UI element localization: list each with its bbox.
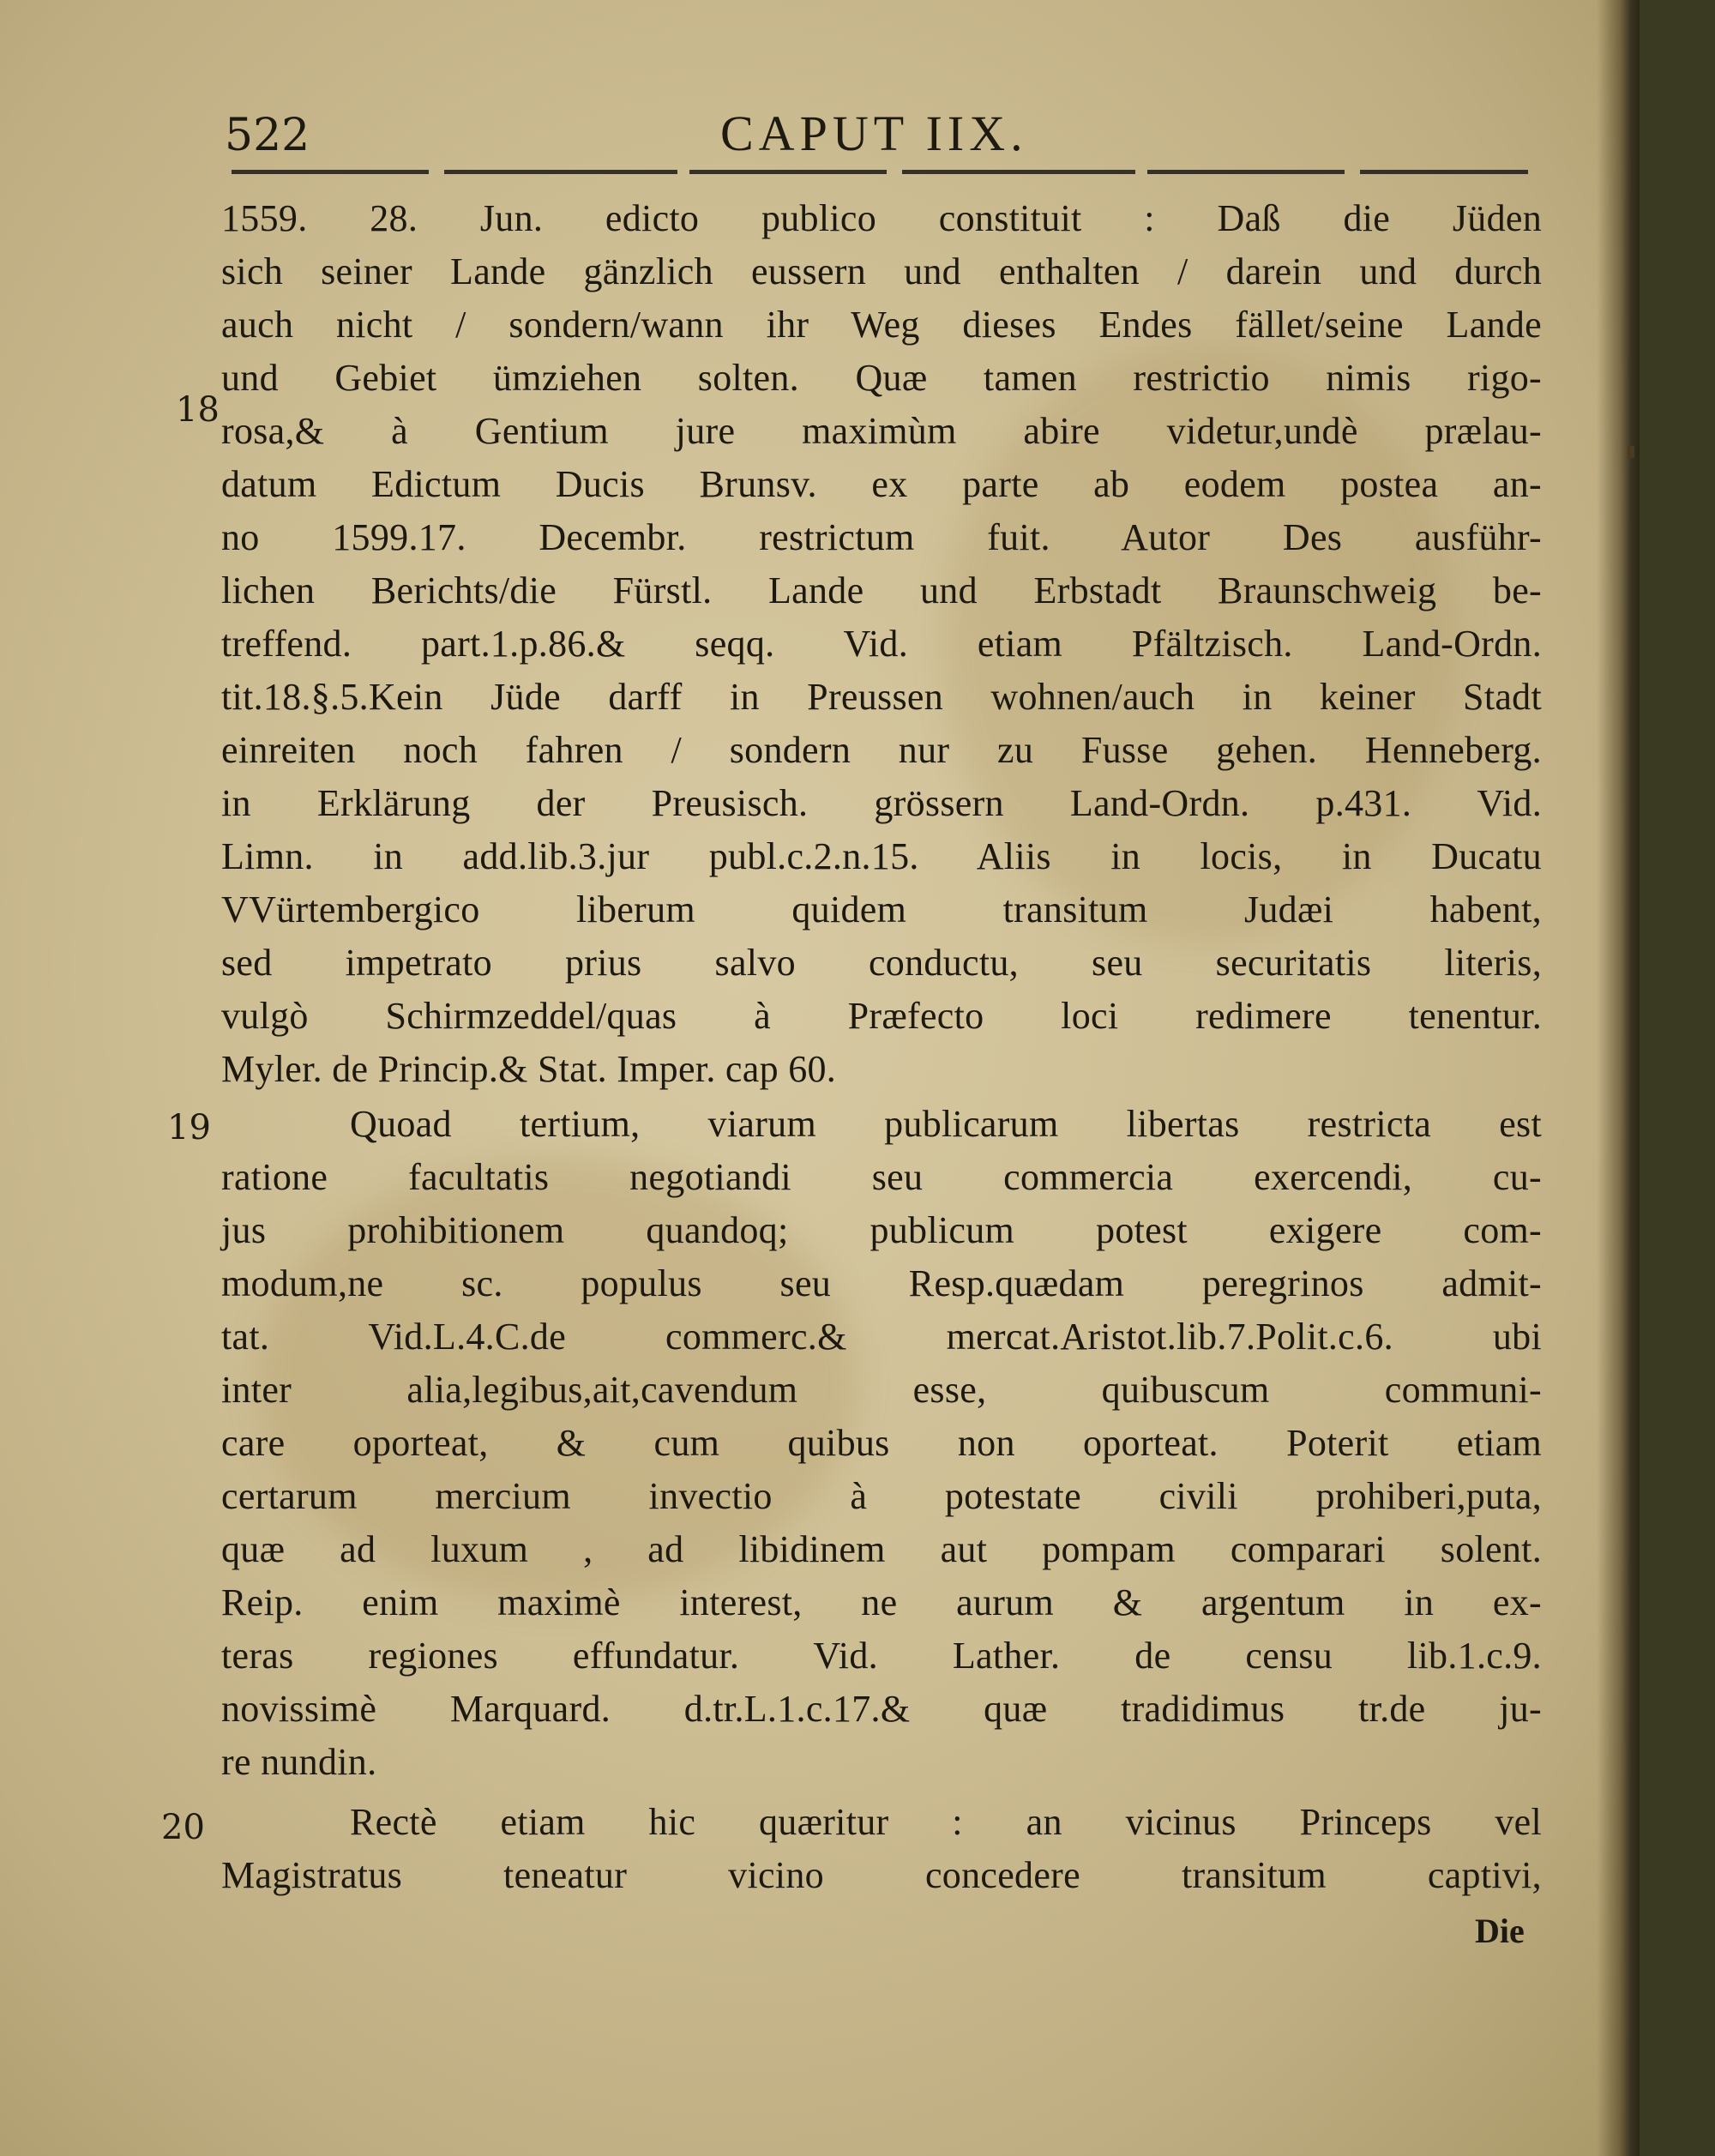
text-line: inter alia,legibus,ait,cavendum esse, quibuscum communi- (221, 1369, 1542, 1411)
page-header (0, 101, 1634, 170)
text-line: einreiten noch fahren / sondern nur zu Fusse gehen. Henneberg. (221, 729, 1542, 771)
text-line: vulgò Schirmzeddel/quas à Præfecto loci redimere tenentur. (221, 995, 1542, 1037)
page-number: 522 (225, 110, 310, 161)
text-line: teras regiones effundatur. Vid. Lather. de censu lib.1.c.9. (221, 1635, 1542, 1677)
text-line: und Gebiet ümziehen solten. Quæ tamen restrictio nimis rigo- (221, 357, 1542, 399)
margin-number-19: 19 (167, 1108, 211, 1147)
text-line: care oporteat, & cum quibus non oporteat. Poterit etiam (221, 1422, 1542, 1464)
text-line: novissimè Marquard. d.tr.L.1.c.17.& quæ tradidimus tr.de ju- (221, 1688, 1542, 1730)
text-line: Myler. de Princip.& Stat. Imper. cap 60. (221, 1048, 837, 1090)
running-head: CAPUT IIX. (720, 105, 1028, 161)
header-rule (232, 170, 1528, 174)
text-line: Limn. in add.lib.3.jur publ.c.2.n.15. Aliis in locis, in Ducatu (221, 835, 1542, 877)
text-line: rosa,& à Gentium jure maximùm abire videtur,undè prælau- (221, 410, 1542, 452)
text-line: lichen Berichts/die Fürstl. Lande und Erbstadt Braunschweig be- (221, 569, 1542, 611)
text-line: 1559. 28. Jun. edicto publico constituit : Daß die Jüden (221, 197, 1542, 239)
text-line: no 1599.17. Decembr. restrictum fuit. Autor Des ausführ- (221, 516, 1542, 558)
text-line: modum,ne sc. populus seu Resp.quædam peregrinos admit- (221, 1262, 1542, 1304)
text-line: quæ ad luxum , ad libidinem aut pompam comparari solent. (221, 1528, 1542, 1570)
catchword: Die (1475, 1912, 1525, 1950)
text-line: tat. Vid.L.4.C.de commerc.& mercat.Aristot.lib.7.Polit.c.6. ubi (221, 1316, 1542, 1358)
text-line: tit.18.§.5.Kein Jüde darff in Preussen wohnen/auch in keiner Stadt (221, 676, 1542, 718)
text-line: ratione facultatis negotiandi seu commercia exercendi, cu- (221, 1156, 1542, 1198)
text-line: datum Edictum Ducis Brunsv. ex parte ab eodem postea an- (221, 463, 1542, 505)
text-line: VVürtembergico liberum quidem transitum Judæi habent, (221, 888, 1542, 930)
paragraph-start-line: Quoad tertium, viarum publicarum libertas restricta est (350, 1103, 1542, 1145)
text-line: jus prohibitionem quandoq; publicum potest exigere com- (221, 1209, 1542, 1251)
text-line: sed impetrato prius salvo conductu, seu securitatis literis, (221, 942, 1542, 984)
paragraph-start-line: Rectè etiam hic quæritur : an vicinus Princeps vel (350, 1801, 1542, 1843)
margin-number-18: 18 (176, 390, 220, 430)
text-line: re nundin. (221, 1741, 377, 1783)
page-gutter-shadow (1597, 0, 1640, 2156)
text-line: treffend. part.1.p.86.& seqq. Vid. etiam Pfältzisch. Land-Ordn. (221, 623, 1542, 665)
text-line: auch nicht / sondern/wann ihr Weg dieses Endes fället/seine Lande (221, 304, 1542, 346)
text-line: sich seiner Lande gänzlich eussern und enthalten / darein und durch (221, 250, 1542, 292)
text-line: Reip. enim maximè interest, ne aurum & argentum in ex- (221, 1581, 1542, 1623)
text-line: in Erklärung der Preusisch. grössern Land-Ordn. p.431. Vid. (221, 782, 1542, 824)
text-line: Magistratus teneatur vicino concedere transitum captivi, (221, 1854, 1542, 1896)
page-edge-mark (1628, 446, 1634, 458)
margin-number-20: 20 (161, 1808, 205, 1847)
text-line: certarum mercium invectio à potestate civili prohiberi,puta, (221, 1475, 1542, 1517)
